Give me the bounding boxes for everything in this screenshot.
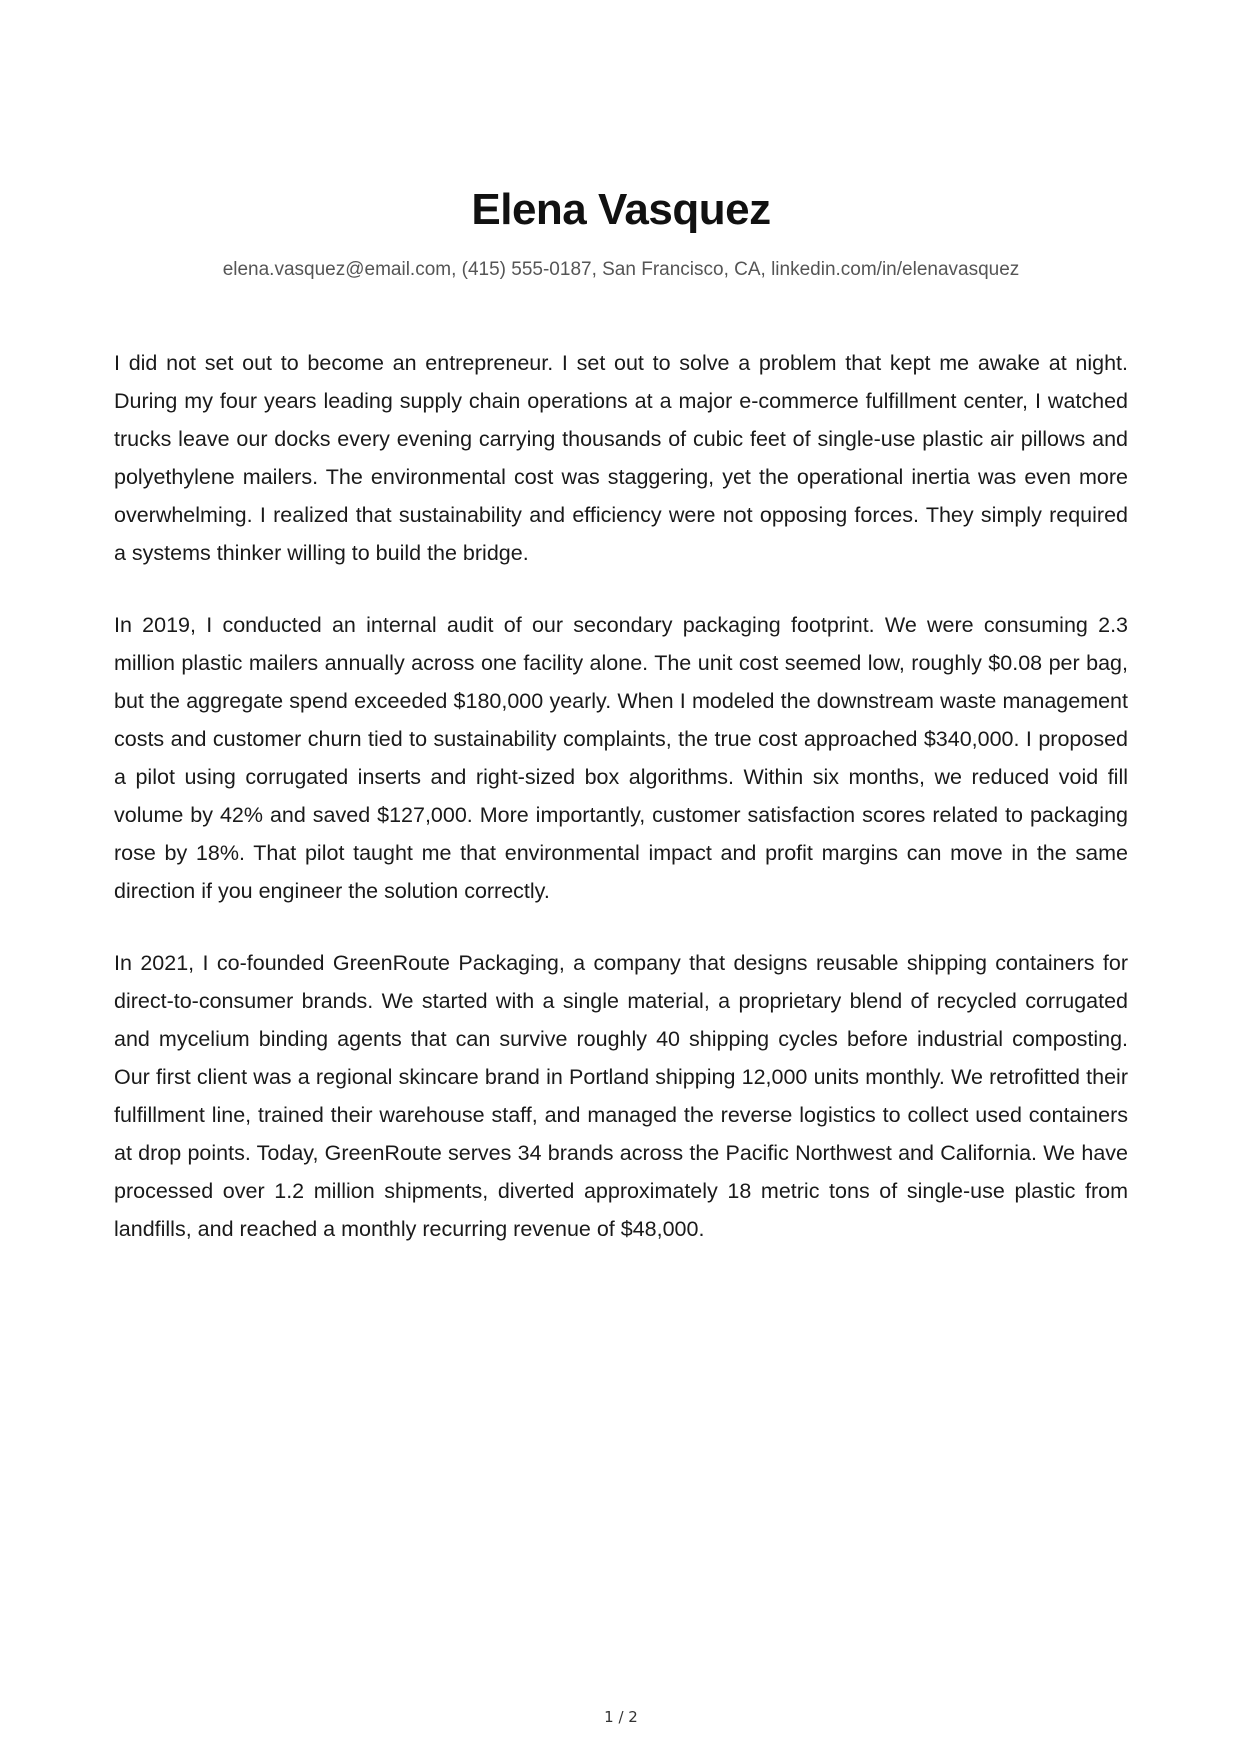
applicant-name: Elena Vasquez <box>471 185 771 234</box>
body-paragraph: In 2019, I conducted an internal audit of our secondary packaging footprint. We were consuming 2.3 million plastic mailers annually across one facility alone. The unit cost seemed low, roughly $0.08 per bag, but the aggregate spend exceeded $180,000 yearly. When I modeled the downstream waste management costs and customer churn tied to sustainability complaints, the true cost approached $340,000. I proposed a pilot using corrugated inserts and right-sized box algorithms. Within six months, we reduced void fill volume by 42% and saved $127,000. More importantly, customer satisfaction scores related to packaging rose by 18%. That pilot taught me that environmental impact and profit margins can move in the same direction if you engineer the solution correctly. <box>114 613 1128 903</box>
letter-body <box>114 344 1128 1282</box>
body-paragraph: In 2021, I co-founded GreenRoute Packaging, a company that designs reusable shipping containers for direct-to-consumer brands. We started with a single material, a proprietary blend of recycled corrugated and mycelium binding agents that can survive roughly 40 shipping cycles before industrial composting. Our first client was a regional skincare brand in Portland shipping 12,000 units monthly. We retrofitted their fulfillment line, trained their warehouse staff, and managed the reverse logistics to collect used containers at drop points. Today, GreenRoute serves 34 brands across the Pacific Northwest and California. We have processed over 1.2 million shipments, diverted approximately 18 metric tons of single-use plastic from landfills, and reached a monthly recurring revenue of $48,000. <box>114 951 1128 1241</box>
contact-line: elena.vasquez@email.com, (415) 555-0187, San Francisco, CA, linkedin.com/in/elenavasquez <box>222 259 1020 280</box>
page-number: 1 / 2 <box>604 1708 638 1726</box>
body-paragraph: I did not set out to become an entrepreneur. I set out to solve a problem that kept me awake at night. During my four years leading supply chain operations at a major e-commerce fulfillment center, I watched trucks leave our docks every evening carrying thousands of cubic feet of single-use plastic air pillows and polyethylene mailers. The environmental cost was staggering, yet the operational inertia was even more overwhelming. I realized that sustainability and efficiency were not opposing forces. They simply required a systems thinker willing to build the bridge. <box>114 351 1128 565</box>
